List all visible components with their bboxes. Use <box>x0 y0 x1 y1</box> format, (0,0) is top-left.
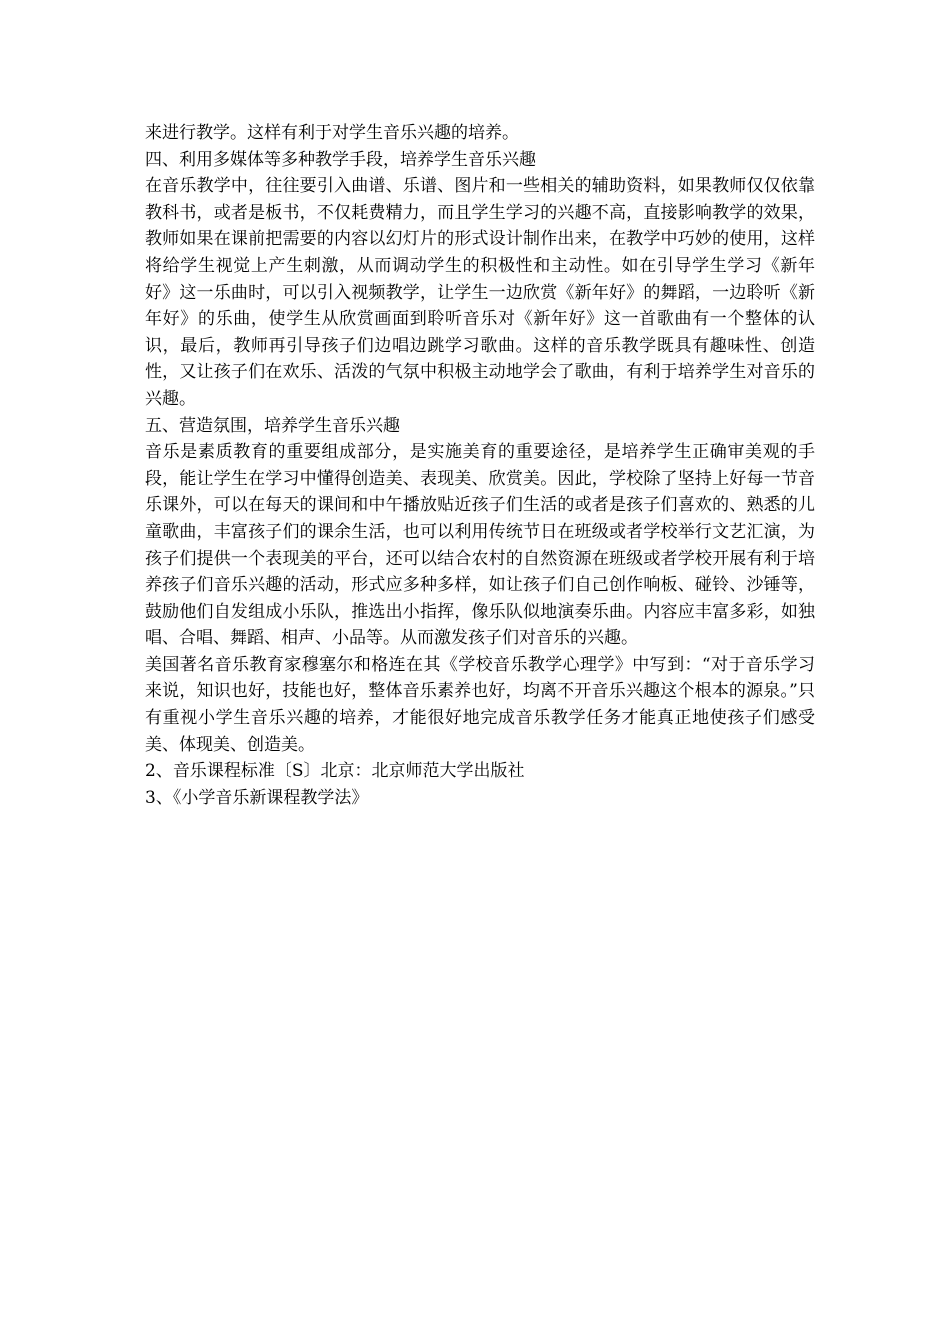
conclusion-paragraph: 美国著名音乐教育家穆塞尔和格连在其《学校音乐教学心理学》中写到：“对于音乐学习来说，知识也好，技能也好，整体音乐素养也好，均离不开音乐兴趣这个根本的源泉。”只有重视小学生音乐兴趣的培养，才能很好地完成音乐教学任务才能真正地使孩子们感受美、体现美、创造美。 <box>145 654 815 755</box>
section-five-heading: 五、营造氛围，培养学生音乐兴趣 <box>145 415 400 436</box>
reference-item-2: 2、音乐课程标准〔S〕北京：北京师范大学出版社 <box>145 761 525 782</box>
document-page <box>145 120 815 811</box>
section-four-paragraph: 在音乐教学中，往往要引入曲谱、乐谱、图片和一些相关的辅助资料，如果教师仅仅依靠教科书，或者是板书，不仅耗费精力，而且学生学习的兴趣不高，直接影响教学的效果，教师如果在课前把需要的内容以幻灯片的形式设计制作出来，在教学中巧妙的使用，这样将给学生视觉上产生刺激，从而调动学生的积极性和主动性。如在引导学生学习《新年好》这一乐曲时，可以引入视频教学，让学生一边欣赏《新年好》的舞蹈，一边聆听《新年好》的乐曲，使学生从欣赏画面到聆听音乐对《新年好》这一首歌曲有一个整体的认识，最后，教师再引导孩子们边唱边跳学习歌曲。这样的音乐教学既具有趣味性、创造性，又让孩子们在欢乐、活泼的气氛中积极主动地学会了歌曲，有利于培养学生对音乐的兴趣。 <box>145 176 815 409</box>
section-four-heading: 四、利用多媒体等多种教学手段，培养学生音乐兴趣 <box>145 149 536 170</box>
intro-tail-paragraph: 来进行教学。这样有利于对学生音乐兴趣的培养。 <box>145 123 519 143</box>
reference-item-3: 3、《小学音乐新课程教学法》 <box>145 787 369 808</box>
section-five-paragraph: 音乐是素质教育的重要组成部分，是实施美育的重要途径，是培养学生正确审美观的手段，能让学生在学习中懂得创造美、表现美、欣赏美。因此，学校除了坚持上好每一节音乐课外，可以在每天的课间和中午播放贴近孩子们生活的或者是孩子们喜欢的、熟悉的儿童歌曲，丰富孩子们的课余生活，也可以利用传统节日在班级或者学校举行文艺汇演，为孩子们提供一个表现美的平台，还可以结合农村的自然资源在班级或者学校开展有利于培养孩子们音乐兴趣的活动，形式应多种多样，如让孩子们自己创作响板、碰铃、沙锤等，鼓励他们自发组成小乐队，推选出小指挥，像乐队似地演奏乐曲。内容应丰富多彩，如独唱、合唱、舞蹈、相声、小品等。从而激发孩子们对音乐的兴趣。 <box>145 442 815 649</box>
